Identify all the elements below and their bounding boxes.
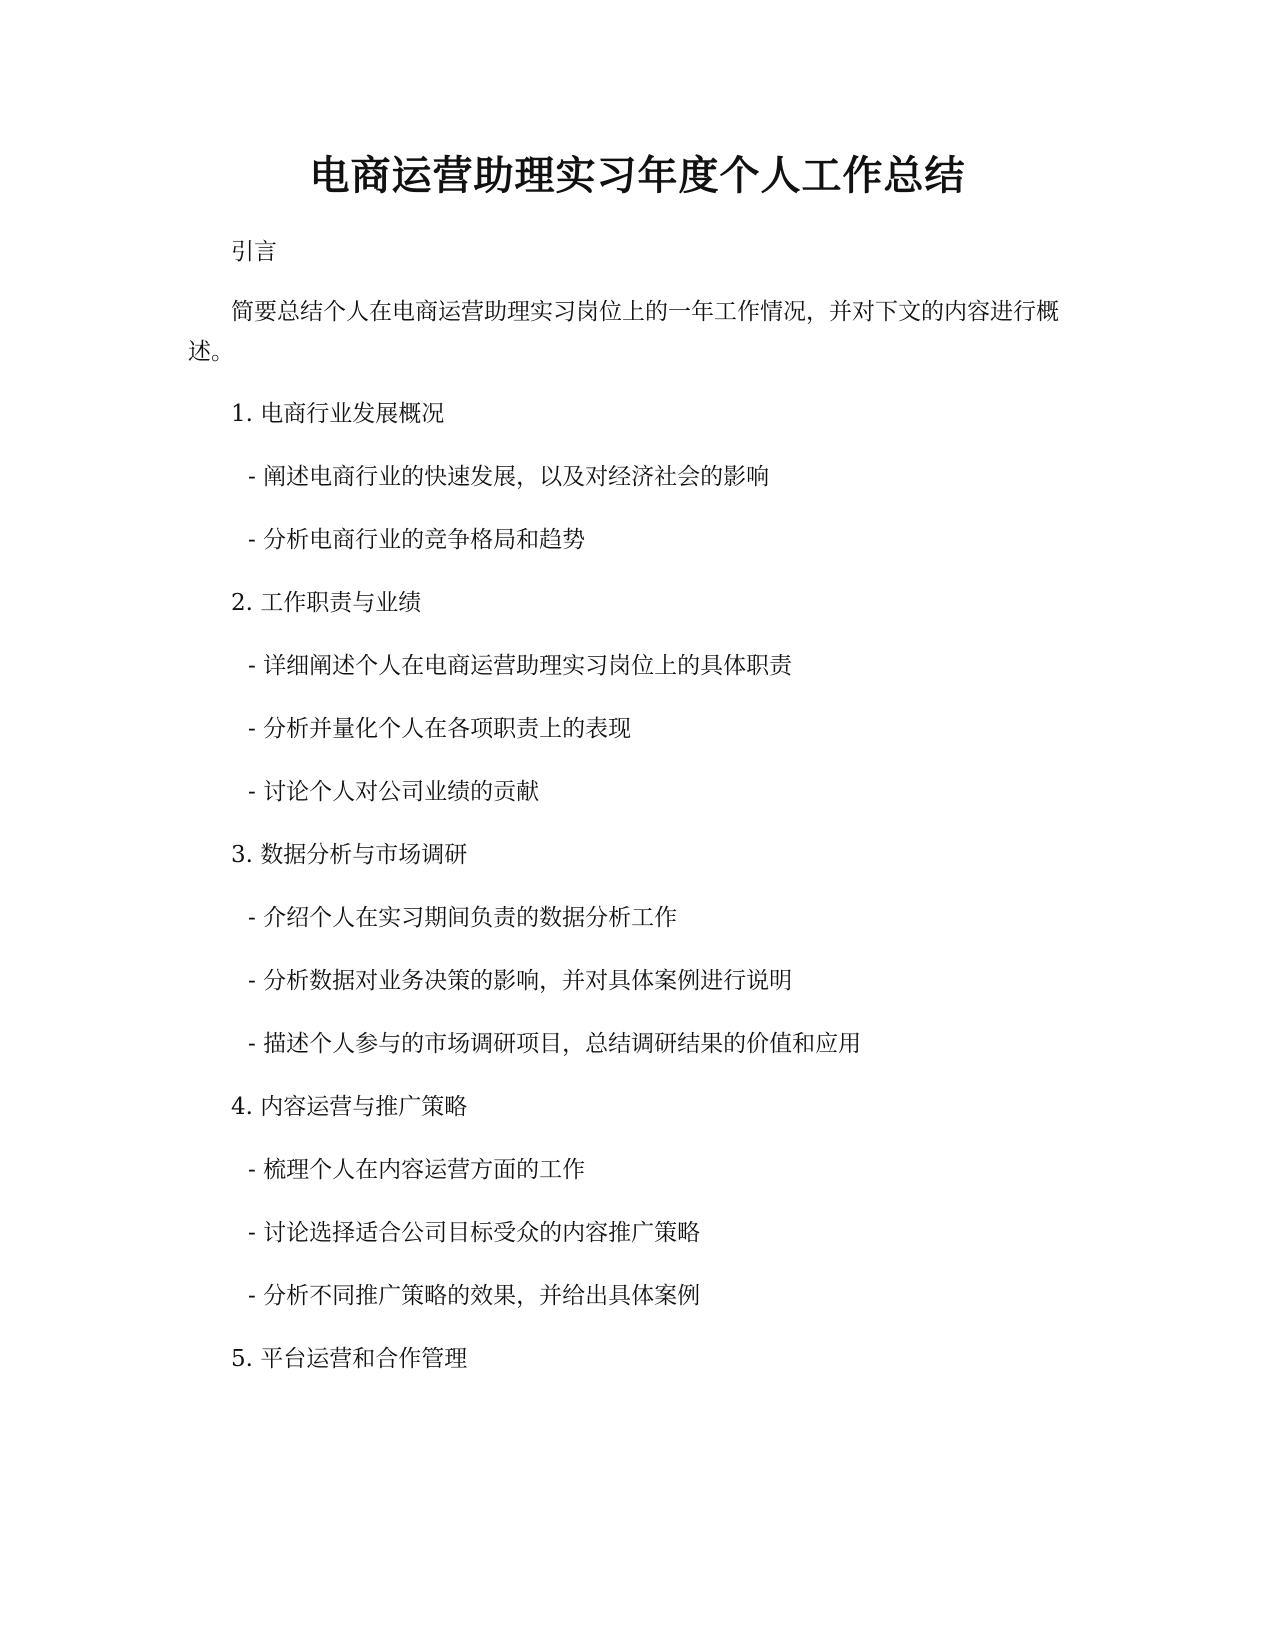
section-item: - 讨论个人对公司业绩的贡献 xyxy=(248,779,540,805)
section-item: - 分析电商行业的竞争格局和趋势 xyxy=(248,527,586,553)
section-heading: 2. 工作职责与业绩 xyxy=(231,590,422,616)
section-item: - 讨论选择适合公司目标受众的内容推广策略 xyxy=(248,1220,701,1246)
section-item: - 阐述电商行业的快速发展，以及对经济社会的影响 xyxy=(248,464,770,490)
section-item: - 详细阐述个人在电商运营助理实习岗位上的具体职责 xyxy=(248,653,793,679)
section-heading: 3. 数据分析与市场调研 xyxy=(231,842,468,868)
section-heading: 4. 内容运营与推广策略 xyxy=(231,1094,468,1120)
section-heading: 5. 平台运营和合作管理 xyxy=(231,1346,468,1372)
intro-heading: 引言 xyxy=(231,239,277,265)
intro-paragraph: 简要总结个人在电商运营助理实习岗位上的一年工作情况，并对下文的内容进行概述。 xyxy=(188,299,1059,365)
section-item: - 分析并量化个人在各项职责上的表现 xyxy=(248,716,632,742)
section-heading: 1. 电商行业发展概况 xyxy=(231,401,445,427)
section-item: - 分析数据对业务决策的影响，并对具体案例进行说明 xyxy=(248,968,793,994)
section-item: - 分析不同推广策略的效果，并给出具体案例 xyxy=(248,1283,701,1309)
section-item: - 描述个人参与的市场调研项目，总结调研结果的价值和应用 xyxy=(248,1031,862,1057)
section-item: - 梳理个人在内容运营方面的工作 xyxy=(248,1157,586,1183)
section-item: - 介绍个人在实习期间负责的数据分析工作 xyxy=(248,905,678,931)
document-title: 电商运营助理实习年度个人工作总结 xyxy=(309,153,966,199)
